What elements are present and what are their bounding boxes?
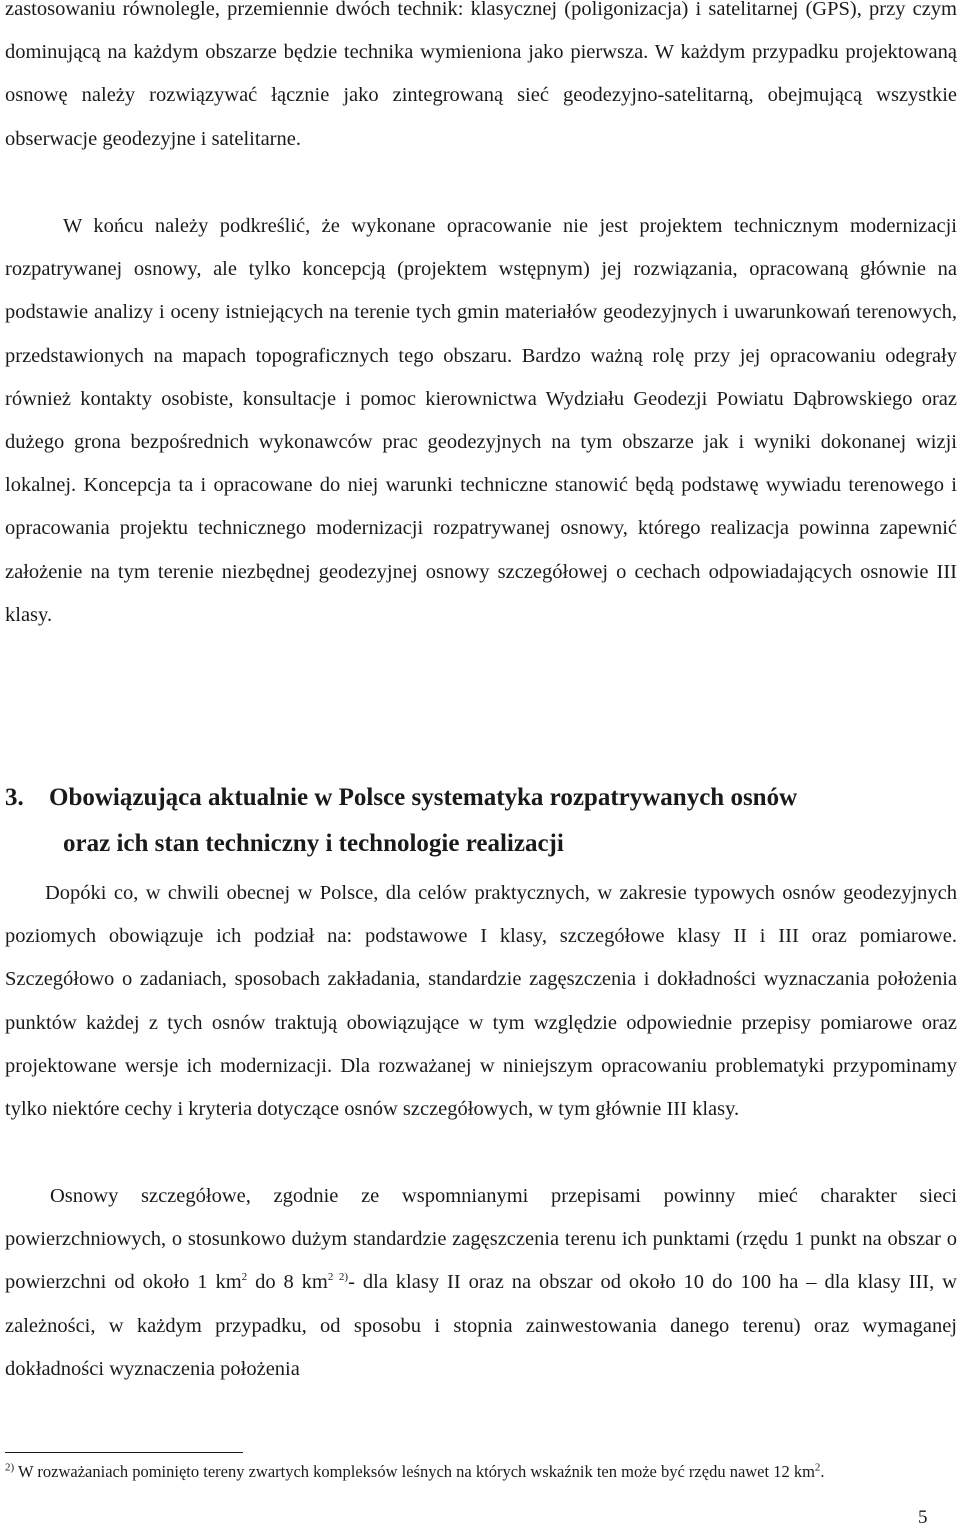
paragraph-section-2-part-c: - dla klasy II oraz na obszar od około 10 do 100 ha – dla klasy III, w zależności, w każdym przypadku, od sposobu i stopnia zainwestowania danego terenu) oraz wymaganej dokładności wyznaczenia położenia bbox=[5, 1271, 957, 1380]
footnote-end: . bbox=[820, 1462, 825, 1481]
footnote bbox=[5, 1460, 957, 1484]
paragraph-section-2 bbox=[5, 1175, 957, 1391]
footnote-separator bbox=[5, 1452, 243, 1453]
page-number: 5 bbox=[918, 1507, 928, 1528]
paragraph-section-2-part-a: Osnowy szczegółowe, zgodnie ze wspomnianymi przepisami powinny mieć charakter sieci powierzchniowych, o stosunkowo dużym standardzie zagęszczenia terenu ich punktami (rzędu 1 punkt na obszar o powierzchni od około 1 km bbox=[5, 1185, 957, 1294]
footnote-marker: 2) bbox=[5, 1461, 15, 1474]
footnote-sup: 2 bbox=[814, 1461, 821, 1474]
paragraph-conclusion: W końcu należy podkreślić, że wykonane opracowanie nie jest projektem technicznym modernizacji rozpatrywanej osnowy, ale tylko koncepcją (projektem wstępnym) jej rozwiązania, opracowaną głównie na podstawie analizy i oceny istniejących na terenie tych gmin materiałów geodezyjnych i uwarunkowań terenowych, przedstawionych na mapach topograficznych tego obszaru. Bardzo ważną rolę przy jej opracowaniu odegrały również kontakty osobiste, konsultacje i pomoc kierownictwa Wydziału Geodezji Powiatu Dąbrowskiego oraz dużego grona bezpośrednich wykonawców prac geodezyjnych na tym obszarze jak i wyniki dokonanej wizji lokalnej. Koncepcja ta i opracowane do niej warunki techniczne stanowić będą podstawę wywiadu terenowego i opracowania projektu technicznego modernizacji rozpatrywanej osnowy, którego realizacja powinna zapewnić założenie na tym terenie niezbędnej geodezyjnej osnowy szczegółowej o cechach odpowiadających osnowie III klasy. bbox=[5, 215, 957, 626]
paragraph-intro: zastosowaniu równolegle, przemiennie dwóch technik: klasycznej (poligonizacja) i satelitarnej (GPS), przy czym dominującą na każdym obszarze będzie technika wymieniona jako pierwsza. W każdym przypadku projektowaną osnowę należy rozwiązywać łącznie jako zintegrowaną sieć geodezyjno-satelitarną, obejmującą wszystkie obserwacje geodezyjne i satelitarne. bbox=[5, 0, 957, 150]
superscript-km2: 2 bbox=[241, 1271, 248, 1284]
section-number: 3. bbox=[5, 784, 24, 811]
section-heading bbox=[5, 775, 957, 867]
section-title-line1: Obowiązująca aktualnie w Polsce systematyka rozpatrywanych osnów bbox=[49, 784, 798, 811]
paragraph-section-1: Dopóki co, w chwili obecnej w Polsce, dla celów praktycznych, w zakresie typowych osnów geodezyjnych poziomych obowiązuje ich podział na: podstawowe I klasy, szczegółowe klasy II i III oraz pomiarowe. Szczegółowo o zadaniach, sposobach zakładania, standardzie zagęszczenia i dokładności wyznaczania położenia punktów każdej z tych osnów traktują obowiązujące w tym względzie odpowiednie przepisy pomiarowe oraz projektowane wersje ich modernizacji. Dla rozważanej w niniejszym opracowaniu problematyki przypominamy tylko niektóre cechy i kryteria dotyczące osnów szczegółowych, w tym głównie III klasy. bbox=[5, 882, 957, 1121]
section-title-line2: oraz ich stan techniczny i technologie realizacji bbox=[63, 830, 564, 857]
paragraph-section-2-part-b: do 8 km bbox=[247, 1271, 328, 1294]
footnote-text: W rozważaniach pominięto tereny zwartych kompleksów leśnych na których wskaźnik ten może być rzędu nawet 12 km bbox=[14, 1462, 815, 1481]
superscript-footnote-ref: 2 2) bbox=[327, 1271, 349, 1284]
